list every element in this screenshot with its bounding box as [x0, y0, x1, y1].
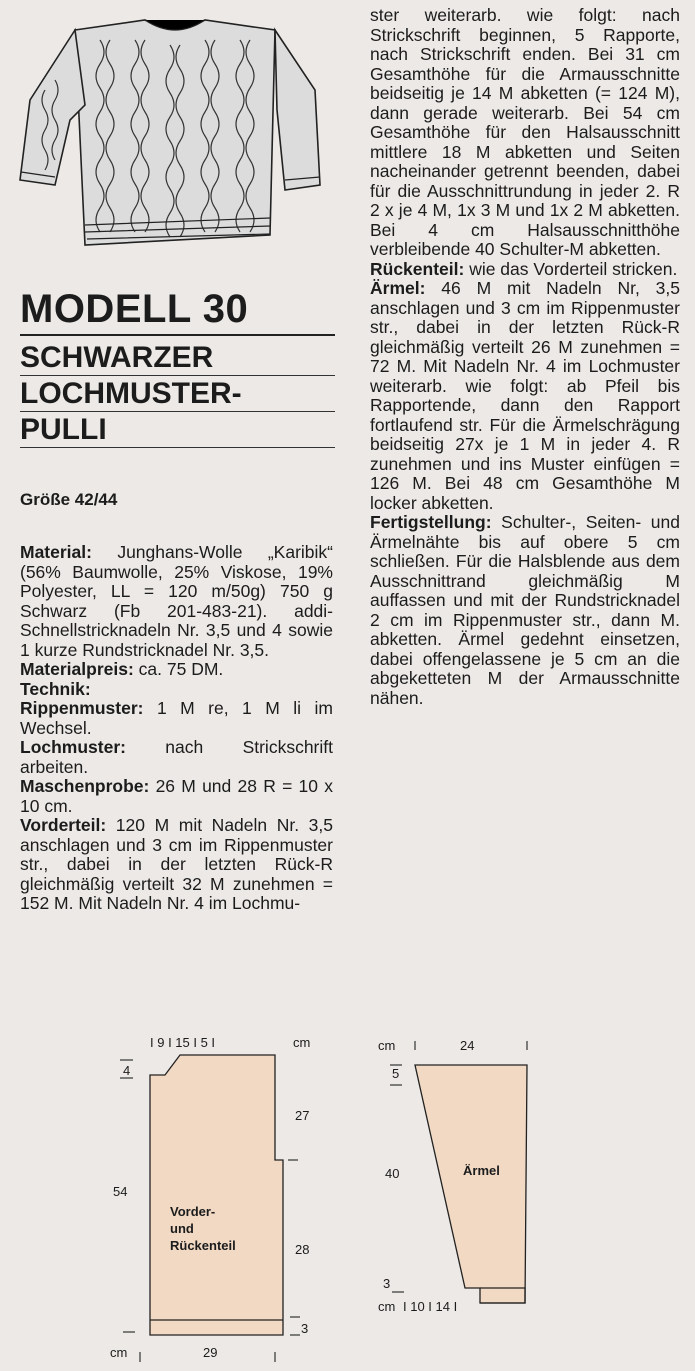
sleeve-rib: 3 — [383, 1276, 391, 1291]
body-bottom-unit: cm — [110, 1345, 128, 1360]
paragraph-technik: Technik: — [20, 678, 91, 699]
paragraph-rueckenteil: Rückenteil: wie das Vorderteil stricken. — [370, 258, 678, 279]
body-top-unit: cm — [293, 1035, 311, 1050]
sleeve-height: 40 — [385, 1166, 400, 1181]
body-label-3: Rückenteil — [170, 1238, 236, 1253]
sleeve-top-width: 24 — [460, 1038, 475, 1053]
sleeve-bottom-unit: cm — [378, 1299, 396, 1314]
sleeve-top-offset: 5 — [392, 1066, 400, 1081]
paragraph-fertigstellung: Fertigstellung: Schulter-, Seiten- und Ärmelnähte bis auf obere 5 cm schließen. Für die Halsblende aus dem Ausschnittrand gleichmäßig M auffassen und mit der Rundstricknadel 2 cm im Rippenmuster str., dann M. abketten. Ärmel gedehnt einsetzen, dabei offengelassene je 5 cm an die abgeketteten M der Armausschnitte nähen. — [370, 512, 680, 708]
size-label: Größe 42/44 — [20, 490, 118, 509]
paragraph-aermel: Ärmel: 46 M mit Nadeln Nr, 3,5 anschlagen und 3 cm im Rippenmuster str., dabei in der letzten Rück-R gleichmäßig verteilt 26 M zunehmen = 72 M. Mit Nadeln Nr. 4 im Lochmuster weiterarb. wie folgt: ab Pfeil bis Rapportende, dann den Rapport fortlaufend str. Für die Ärmelschrägung beidseitig 27x je 1 M in jeder 4. R zunehmen und ins Muster einfügen = 126 M. Bei 48 cm Gesamthöhe M locker abketten. — [370, 278, 680, 513]
subtitle-line-1: SCHWARZER — [20, 340, 335, 376]
paragraph-material: Material: Junghans-Wolle „Karibik“ (56% Baumwolle, 25% Viskose, 19% Polyester, LL = 120 m/50g) 750 g Schwarz (Fb 201-483-21). addi-Schnellstricknadeln Nr. 3,5 und 4 sowie 1 kurze Rundstricknadel Nr. 3,5. — [20, 542, 333, 660]
subtitle-line-2: LOCHMUSTER- — [20, 376, 335, 412]
body-label-2: und — [170, 1221, 194, 1236]
sleeve-label: Ärmel — [463, 1163, 500, 1178]
sleeve-top-unit: cm — [378, 1038, 396, 1053]
subtitle-line-3: PULLI — [20, 412, 335, 448]
body-lower-right: 28 — [295, 1242, 310, 1257]
body-bottom-width: 29 — [203, 1345, 218, 1360]
model-title: MODELL 30 — [20, 286, 335, 336]
paragraph-rippenmuster: Rippenmuster: 1 M re, 1 M li im Wechsel. — [20, 698, 333, 738]
body-total-height: 54 — [113, 1184, 128, 1199]
body-upper-right: 27 — [295, 1108, 310, 1123]
body-schematic — [105, 1030, 340, 1365]
body-neck-depth: 4 — [123, 1063, 131, 1078]
body-rib-height: 3 — [301, 1321, 309, 1336]
paragraph-maschenprobe: Maschenprobe: 26 M und 28 R = 10 x 10 cm. — [20, 776, 333, 816]
right-text-column — [370, 6, 680, 708]
paragraph-lochmuster: Lochmuster: nach Strickschrift arbeiten. — [20, 737, 333, 777]
sleeve-schematic — [375, 1030, 540, 1330]
sweater-illustration-icon — [15, 10, 335, 250]
body-label-1: Vorder- — [170, 1204, 216, 1219]
paragraph-materialpreis: Materialpreis: ca. 75 DM. — [20, 659, 224, 679]
paragraph-vorderteil-continued: ster weiterarb. wie folgt: nach Strickschrift beginnen, 5 Rapporte, nach Strickschrift enden. Bei 31 cm Gesamthöhe für die Armausschnitte beidseitig je 14 M abketten (= 124 M), dann gerade weiterarb. Bei 54 cm Gesamthöhe für den Halsausschnitt mittlere 18 M abketten und Seiten nacheinander getrennt beenden, dabei für die Ausschnittrundung in jeder 2. R 2 x je 4 M, 1x 3 M und 1x 2 M abketten. Bei 4 cm Halsausschnitthöhe verbleibende 40 Schulter-M abketten. — [370, 5, 680, 259]
sleeve-bottom-dims: I 10 I 14 I — [403, 1299, 458, 1314]
title-block — [20, 286, 335, 448]
left-text-column — [20, 543, 333, 914]
body-top-dims: I 9 I 15 I 5 I — [150, 1035, 216, 1050]
paragraph-vorderteil: Vorderteil: 120 M mit Nadeln Nr. 3,5 anschlagen und 3 cm im Rippenmuster str., dabei in der letzten Rück-R gleichmäßig verteilt 32 M zunehmen = 152 M. Mit Nadeln Nr. 4 im Lochmu- — [20, 815, 333, 913]
